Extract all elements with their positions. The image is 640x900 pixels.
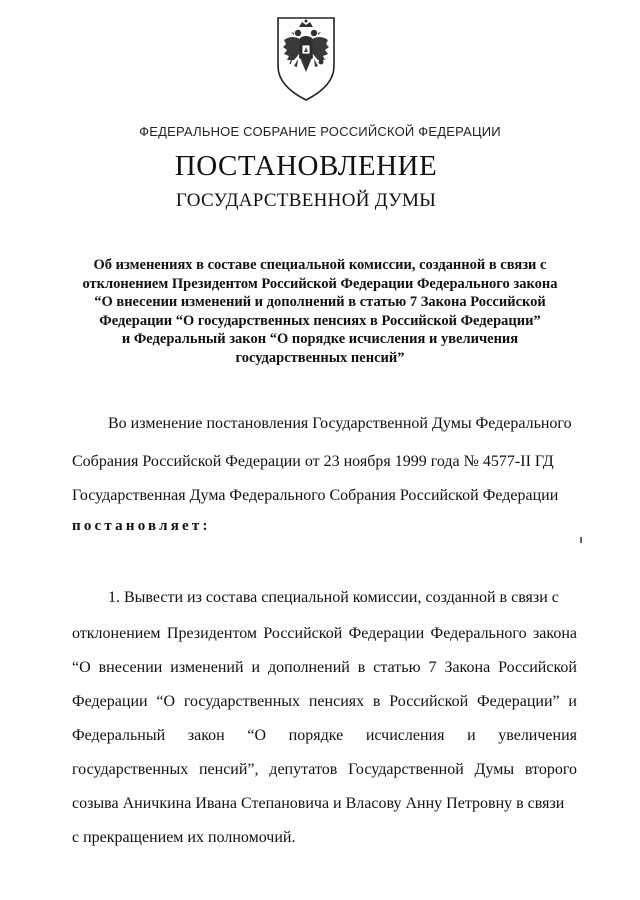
resolves-word: постановляет: [72, 518, 211, 534]
title-line: Об изменениях в составе специальной комиссии, созданной в связи с [93, 257, 547, 273]
title-line: Федерации “О государственных пенсиях в Российской Федерации” [99, 312, 541, 329]
item-line: с прекращением их полномочий. [72, 829, 296, 846]
item-line: отклонением Президентом Российской Федерации Федерального закона [72, 625, 577, 642]
russian-coat-of-arms-icon [272, 14, 340, 104]
preamble-line: Государственная Дума Федерального Собрания Российской Федерации [72, 487, 559, 504]
title-line: государственных пенсий” [235, 349, 405, 366]
resolution-title [70, 256, 570, 367]
scan-mark [580, 537, 582, 543]
organization-name: ФЕДЕРАЛЬНОЕ СОБРАНИЕ РОССИЙСКОЙ ФЕДЕРАЦИИ [139, 124, 501, 139]
title-line: отклонением Президентом Российской Федерации Федерального закона [82, 275, 558, 292]
item-line: государственных пенсий”, депутатов Государственной Думы второго [72, 761, 577, 778]
preamble-line: Во изменение постановления Государственной Думы Федерального [108, 415, 572, 432]
item-line: “О внесении изменений и дополнений в статью 7 Закона Российской [72, 659, 577, 676]
issuer-name: ГОСУДАРСТВЕННОЙ ДУМЫ [175, 190, 437, 211]
title-line: и Федеральный закон “О порядке исчисления и увеличения [121, 331, 519, 347]
item-line: Федеральный закон “О порядке исчисления и увеличения [72, 727, 577, 744]
item-line: созыва Аничкина Ивана Степановича и Власову Анну Петровну в связи [72, 795, 565, 812]
title-line: “О внесении изменений и дополнений в статью 7 Закона Российской [94, 294, 546, 310]
item-line: 1. Вывести из состава специальной комиссии, созданной в связи с [108, 589, 559, 606]
preamble-line: Собрания Российской Федерации от 23 ноября 1999 года № 4577-II ГД [72, 453, 554, 470]
item-line: Федерации “О государственных пенсиях в Российской Федерации” и [72, 693, 577, 710]
document-type: ПОСТАНОВЛЕНИЕ [174, 150, 438, 182]
